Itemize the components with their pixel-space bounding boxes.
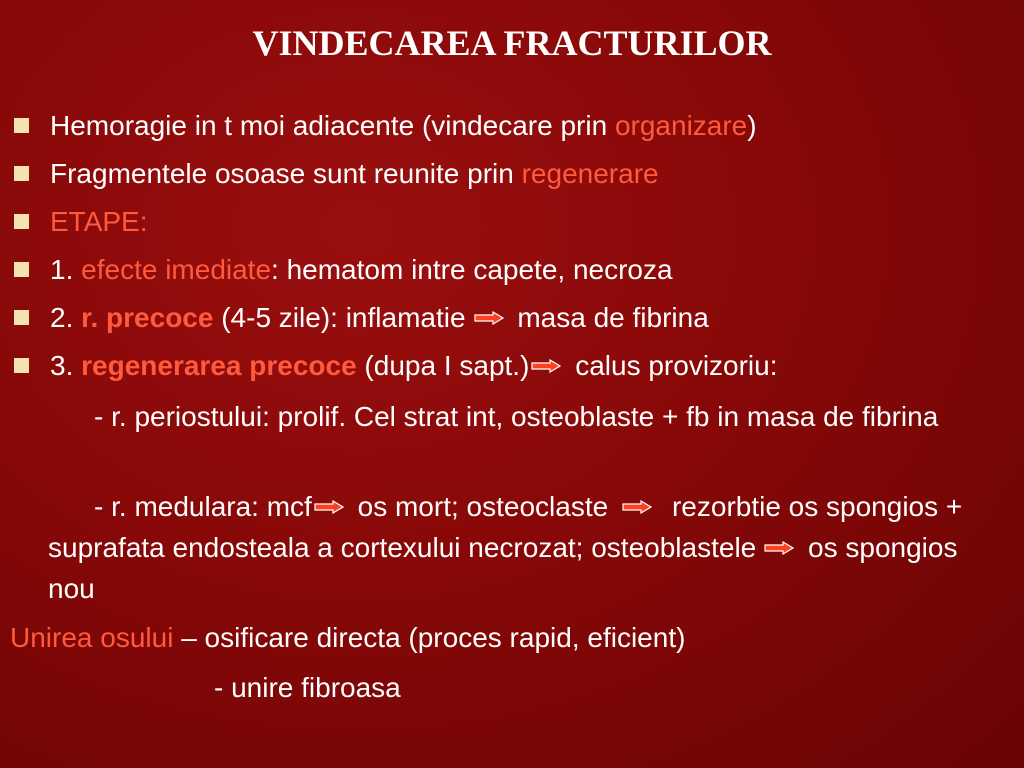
list-item — [0, 294, 1024, 342]
bullet-list — [0, 102, 1024, 390]
highlight-text: ETAPE: — [50, 206, 148, 237]
medulara-paragraph — [48, 486, 1008, 609]
bullet-text: Fragmentele osoase sunt reunite prin — [50, 158, 522, 189]
highlight-text: Unirea osului — [10, 622, 174, 653]
bullet-text-after: calus provizoriu: — [575, 350, 778, 381]
highlight-text: r. precoce — [81, 302, 214, 333]
paragraph-text-b: os mort; osteoclaste — [357, 491, 609, 522]
list-item — [0, 246, 1024, 294]
highlight-text: regenerare — [521, 158, 659, 189]
bullet-text: Hemoragie in t moi adiacente (vindecare prin — [50, 110, 615, 141]
square-bullet-icon — [14, 310, 29, 325]
bullet-text: (4-5 zile): inflamatie — [213, 302, 466, 333]
highlight-text: organizare — [614, 110, 748, 141]
square-bullet-icon — [14, 262, 29, 277]
right-arrow-icon — [764, 541, 794, 555]
right-arrow-icon — [622, 500, 652, 514]
square-bullet-icon — [14, 358, 29, 373]
square-bullet-icon — [14, 118, 29, 133]
unire-line — [10, 616, 685, 660]
square-bullet-icon — [14, 166, 29, 181]
periost-paragraph — [48, 396, 1008, 437]
slide-title: VINDECAREA FRACTURILOR — [252, 23, 772, 63]
paragraph-text-a: - r. medulara: mcf — [94, 491, 312, 522]
list-item — [0, 198, 1024, 246]
fibroasa-line: - unire fibroasa — [214, 672, 401, 703]
right-arrow-icon — [314, 500, 344, 514]
step-number: 3. — [50, 350, 82, 381]
paragraph-text-d: os spongios nou — [48, 532, 958, 604]
paragraph-text-c: rezorbtie os spongios + suprafata endosteala a cortexului necrozat; osteoblastele — [48, 491, 963, 563]
list-item — [0, 150, 1024, 198]
bullet-text: : hematom intre capete, necroza — [271, 254, 673, 285]
square-bullet-icon — [14, 214, 29, 229]
right-arrow-icon — [531, 359, 561, 373]
right-arrow-icon — [474, 311, 504, 325]
bullet-text: (dupa I sapt.) — [356, 350, 530, 381]
bullet-text-after: masa de fibrina — [517, 302, 709, 333]
list-item — [0, 102, 1024, 150]
paragraph-text: - r. periostului: prolif. Cel strat int, osteoblaste + fb in masa de fibrina — [94, 401, 939, 432]
step-number: 2. — [50, 302, 82, 333]
highlight-text: regenerarea precoce — [81, 350, 357, 381]
bullet-text-end: ) — [747, 110, 757, 141]
unire-text: – osificare directa (proces rapid, eficient) — [173, 622, 686, 653]
highlight-text: efecte imediate — [81, 254, 272, 285]
list-item — [0, 342, 1024, 390]
step-number: 1. — [50, 254, 82, 285]
